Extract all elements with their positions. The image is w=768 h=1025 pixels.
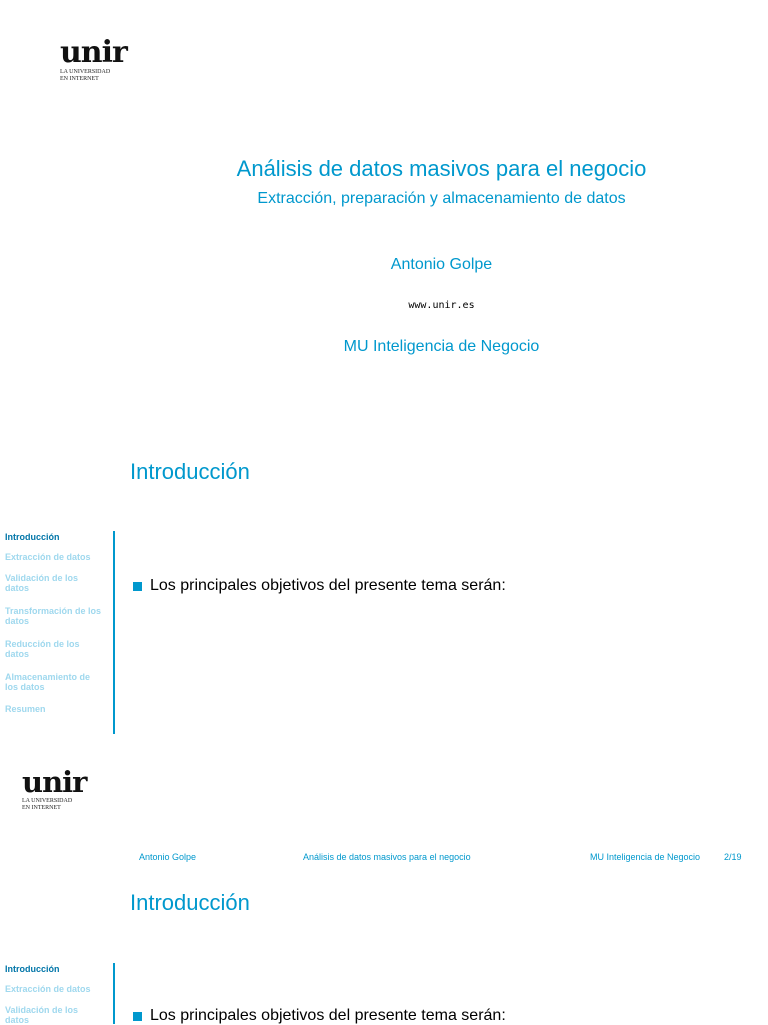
logo-tagline-2: EN INTERNET bbox=[22, 805, 61, 811]
toc-item-introduccion[interactable]: Introducción bbox=[5, 532, 60, 542]
footer-author: Antonio Golpe bbox=[139, 852, 197, 862]
logo-tagline-1: LA UNIVERSIDAD bbox=[60, 69, 111, 75]
toc-item-reduccion[interactable]: Reducción de los datos bbox=[5, 639, 80, 659]
toc-item-introduccion[interactable]: Introducción bbox=[5, 964, 60, 974]
logo-tagline-1: LA UNIVERSIDAD bbox=[22, 798, 73, 804]
logo-wordmark: unir bbox=[22, 765, 87, 799]
footer-institute: MU Inteligencia de Negocio bbox=[590, 852, 701, 862]
frame-title: Introducción bbox=[130, 459, 250, 484]
toc-item-validacion[interactable]: Validación de los datos bbox=[5, 573, 79, 593]
logo-wordmark: unir bbox=[60, 35, 127, 70]
institute-name: MU Inteligencia de Negocio bbox=[343, 338, 540, 355]
toc-item-extraccion[interactable]: Extracción de datos bbox=[5, 552, 91, 562]
toc-item-validacion[interactable]: Validación de los datos bbox=[5, 1005, 79, 1025]
presentation-title: Análisis de datos masivos para el negocio bbox=[236, 156, 647, 181]
toc-item-almacenamiento[interactable]: Almacenamiento de los datos bbox=[5, 672, 91, 692]
frame-title: Introducción bbox=[130, 890, 250, 915]
url-link[interactable]: www.unir.es bbox=[408, 300, 475, 311]
author-name: Antonio Golpe bbox=[390, 256, 493, 273]
bullet-item bbox=[133, 1007, 506, 1025]
bullet-text: Los principales objetivos del presente tema serán: bbox=[150, 1007, 506, 1024]
toc-item-resumen[interactable]: Resumen bbox=[5, 704, 46, 714]
footer-page-number: 2/19 bbox=[724, 852, 742, 862]
logo-tagline-2: EN INTERNET bbox=[60, 76, 99, 82]
unir-logo-small bbox=[22, 765, 87, 812]
toc-divider bbox=[113, 963, 115, 1024]
presentation-subtitle: Extracción, preparación y almacenamiento de datos bbox=[257, 190, 626, 207]
bullet-square-icon bbox=[133, 1012, 142, 1021]
unir-logo bbox=[60, 35, 127, 83]
bullet-square-icon bbox=[133, 582, 142, 591]
footer-title: Análisis de datos masivos para el negocio bbox=[303, 852, 471, 862]
toc-item-extraccion[interactable]: Extracción de datos bbox=[5, 984, 91, 994]
toc-divider bbox=[113, 531, 115, 734]
toc-item-transformacion[interactable]: Transformación de los datos bbox=[5, 606, 102, 626]
bullet-text: Los principales objetivos del presente tema serán: bbox=[150, 577, 506, 594]
bullet-item bbox=[133, 577, 506, 595]
